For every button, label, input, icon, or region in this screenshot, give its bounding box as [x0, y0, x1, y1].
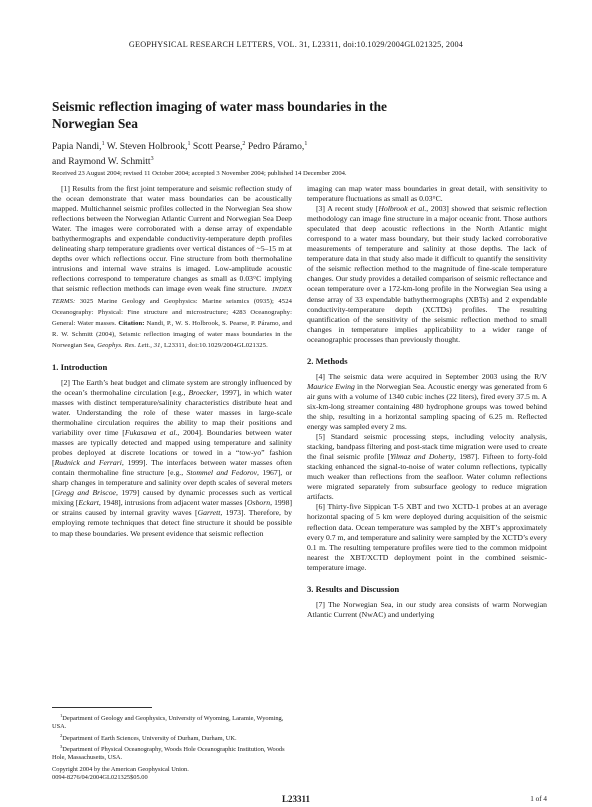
footnote-marker: 3: [60, 743, 63, 749]
issn-line: 0094-8276/04/2004GL021325$05.00: [52, 774, 148, 782]
citation-ref: Yilmaz and Doherty: [390, 452, 455, 462]
affil-marker: 1: [187, 141, 191, 147]
text-run: , 1998] or strains caused by internal gravity waves [: [52, 498, 292, 518]
citation-ref: Stommel and Fedorov: [186, 468, 258, 478]
section-heading-methods: 2. Methods: [307, 355, 348, 366]
copyright-line: Copyright 2004 by the American Geophysical Union.: [52, 766, 189, 773]
footnote-3: [52, 743, 292, 763]
citation-ref: Fukasawa et al.: [124, 428, 178, 438]
text-run: , 1948], intrusions from adjacent water masses [: [98, 498, 248, 508]
affil-marker: 2: [242, 141, 246, 147]
text-run: Thirty-five Sippican T-5 XBT and two XCTD-1 probes at an average horizontal spacing of 5 km were deployed during acquisition of the seismic reflection data. Ocean temperature was sampled by the XBT’s approximately every 0.7 m, and temperature and salinity were sampled by the XCTD’s every 0.1 m. The resulting temperature profiles were tied to the common midpoint nearest the XBT/XCTD deployment point in the combined seismic-temperature image.: [307, 502, 547, 572]
citation-ref: Osborn: [247, 498, 271, 508]
citation-ref: Broecker: [188, 387, 217, 397]
para-marker: [3]: [316, 204, 325, 214]
paragraph-6: [307, 502, 547, 572]
affiliation-footnotes: [52, 707, 292, 762]
right-column: [307, 184, 547, 620]
footer-article-id: L23311: [281, 794, 310, 804]
footnote-marker: 2: [60, 732, 63, 738]
para-marker: [7]: [316, 599, 325, 609]
citation-ref: Rudnick and Ferrari: [54, 458, 122, 468]
author-schmitt: and Raymond W. Schmitt: [52, 156, 151, 168]
para-marker: [2]: [61, 377, 70, 387]
footnote-2: [52, 732, 292, 743]
footnote-marker: 1: [60, 713, 63, 718]
citation-text: Nandi, P., W. S. Holbrook, S. Pearse, P. Páramo, and R. W. Schmitt (2004), Seismic reflection imaging of water mass boundaries in the Norwegian Sea,: [52, 319, 292, 349]
citation-doi: L23311, doi:10.1029/2004GL021325.: [162, 341, 268, 349]
section-heading-results: 3. Results and Discussion: [307, 583, 400, 594]
author-holbrook: W. Steven Holbrook,: [106, 141, 188, 153]
para-marker: [4]: [316, 371, 325, 381]
text-run: The Norwegian Sea, in our study area consists of warm Norwegian Atlantic Current (NwAC) and underlying: [307, 599, 547, 619]
text-run: , 2004]. Boundaries between water masses are typically detected and mapped using temperature and salinity probes deployed at discrete locations or towed in a “tow-yo” fashion [: [52, 428, 292, 468]
abstract-text: Results from the first joint temperature and seismic reflection study of the ocean demonstrate that water mass boundaries can be acoustically mapped. Multichannel seismic profiles collected in the Norwegian Sea show reflections between the Norwegian Atlantic Current and Norwegian Sea Deep Water. The images were corroborated with a dense array of expendable bathythermographs and expendable conductivity-temperature depth profiles delineating sharp temperature gradients over vertical distances of ~5–15 m at depths over which reflections occur. Fine structure from both thermohaline intrusions and internal wave strains is imaged. Low-amplitude acoustic reflections correspond to temperature changes as small as 0.03°C implying that seismic reflection methods can image even weak fine structure.: [52, 184, 292, 294]
paper-title: Seismic reflection imaging of water mass boundaries in the Norwegian Sea: [52, 99, 387, 131]
text-run: in the Norwegian Sea. Acoustic energy was generated from 6 air guns with a volume of 1340 cubic inches (22 liters), fired every 37.5 m. A six-km-long streamer containing 480 hydrophone groups was towed behind the ship, resulting in a horizontal sampling spacing of 6.25 m. Reflected energy was sampled every 2 ms.: [307, 381, 547, 432]
author-paramo: Pedro Páramo,: [247, 141, 305, 153]
text-run: The seismic data were acquired in September 2003 using the R/V: [324, 371, 547, 381]
citation-journal: Geophys. Res. Lett., 31,: [95, 341, 163, 349]
abstract: [52, 184, 292, 351]
footer-page-number: 1 of 4: [530, 795, 547, 803]
footnote-text: Department of Geology and Geophysics, University of Wyoming, Laramie, Wyoming, USA.: [52, 715, 284, 731]
running-header: GEOPHYSICAL RESEARCH LETTERS, VOL. 31, L23311, doi:10.1029/2004GL021325, 2004: [128, 40, 464, 49]
citation-ref: Eckart: [78, 498, 99, 508]
copyright-notice: [52, 766, 292, 782]
ship-name: Maurice Ewing: [307, 381, 355, 391]
footnote-1: [52, 712, 292, 732]
citation-ref: Holbrook et al.: [378, 204, 427, 214]
footnote-text: Department of Earth Sciences, University of Durham, Durham, UK.: [62, 734, 237, 742]
section-heading-introduction: 1. Introduction: [52, 361, 108, 372]
footnote-divider: [52, 707, 152, 708]
text-run: The Earth’s heat budget and climate system are strongly influenced by the ocean’s thermohaline circulation [e.g.,: [52, 377, 292, 397]
text-run: , 1999]. The interfaces between water masses often contain thermohaline fine structure [e.g.,: [52, 458, 292, 478]
affil-marker: 1: [101, 141, 105, 147]
paragraph-2: [52, 378, 292, 539]
paragraph-7: [307, 600, 547, 620]
text-run: Standard seismic processing steps, including velocity analysis, stacking, bandpass filtering and post-stack time migration were used to create the final seismic profile [: [307, 432, 547, 462]
left-column: [52, 184, 292, 539]
author-list: [52, 138, 472, 168]
author-pearse: Scott Pearse,: [192, 141, 243, 153]
affil-marker: 1: [304, 141, 308, 147]
para-marker: [1]: [61, 184, 70, 193]
citation-ref: Garrett: [197, 508, 221, 518]
text-run: , 1979] caused by dynamic processes such as vertical mixing [: [52, 488, 293, 508]
publication-dates: Received 23 August 2004; revised 11 October 2004; accepted 3 November 2004; published 14 December 2004.: [52, 170, 347, 177]
text-run: , 2003] showed that seismic reflection methodology can image fine structure in a major oceanic front. Those authors speculated that deep acoustic reflections in the North Atlantic might correspond to a water mass boundary, but their study lacked corroborative measurements of temperature and salinity at those depths. The lack of temperature data in that study also made it difficult to quantify the sensitivity of the seismic reflection method to the magnitude of fine-scale temperature changes. Our study provides a detailed comparison of seismic reflectance and ocean temperature over a 172-km-long profile in the Norwegian Sea using a dense array of 33 expendable bathythermographs (XBTs) and 2 expendable conductivity-temperature depth (XCTDs) profiles. The resulting quantification of the sensitivity of the seismic reflection method to small changes in temperature implies applicability to a wider range of oceanographic processes than previously thought.: [307, 204, 547, 344]
footnote-text: Department of Physical Oceanography, Woods Hole Oceanographic Institution, Woods Hole, Massachusetts, USA.: [52, 745, 285, 762]
index-terms-label: INDEX TERMS:: [52, 286, 292, 305]
paragraph-5: [307, 432, 547, 502]
paragraph-continuation: imaging can map water mass boundaries in great detail, with sensitivity to temperature fluctuations as small as 0.03°C.: [307, 184, 547, 204]
author-nandi: Papia Nandi,: [52, 141, 102, 153]
paragraph-3: [307, 204, 547, 345]
affil-marker: 3: [150, 156, 154, 163]
para-marker: [5]: [316, 432, 325, 442]
para-marker: [6]: [316, 502, 325, 512]
text-run: , 1987]. Fifteen to forty-fold stacking enhanced the signal-to-noise of water column reflections, typically much weaker than reflections from the seafloor. Water column reflections were migrated separately from subsurface geology to reduce migration artifacts.: [307, 452, 548, 502]
citation-label: Citation:: [116, 319, 145, 327]
citation-ref: Gregg and Briscoe: [54, 488, 116, 498]
index-terms: 3025 Marine Geology and Geophysics: Marine seismics (0935); 4524 Oceanography: Physical: Fine structure and microstructure; 4283 Oceanography: General: Water masses.: [52, 297, 292, 327]
text-run: , 1967], or sharp changes in temperature and salinity over depth scales of several meters [: [52, 468, 292, 498]
paragraph-4: [307, 372, 547, 432]
text-run: A recent study [: [324, 204, 379, 214]
text-run: , 1973]. Therefore, by employing remote techniques that detect fine structure it should be possible to map these boundaries. We present evidence that seismic reflection: [52, 508, 292, 538]
text-run: , 1997], in which water masses with distinct temperature/salinity characteristics distribute heat and water. Understanding the role of these water masses in large-scale thermohaline circulation requires the ability to map their positions and variability over time [: [52, 387, 293, 438]
